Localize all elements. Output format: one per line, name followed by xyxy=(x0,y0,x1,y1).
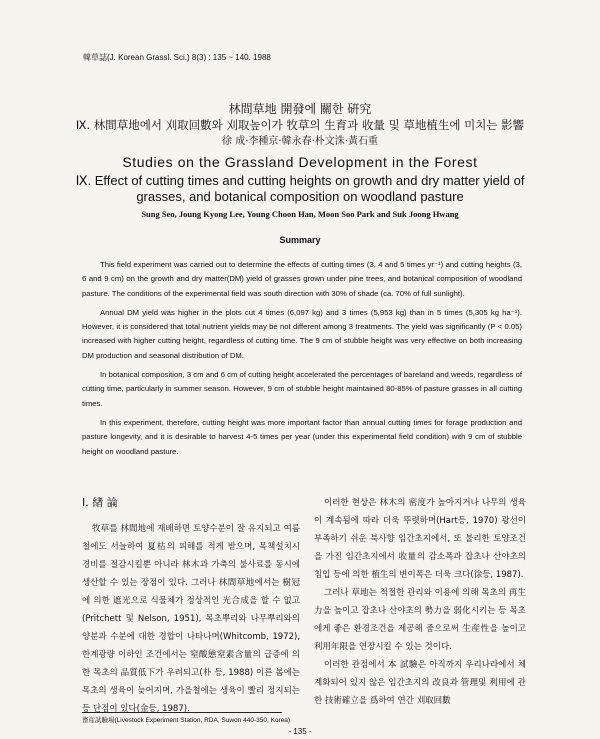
summary-paragraph: In this experiment, therefore, cutting height was more important factor than annual cutting times for forage production and pasture longevity, and it is desirable to harvest 4-5 times per year (under this experimental field condition) with 9 cm of stubble height on woodland pasture. xyxy=(82,417,522,456)
left-column xyxy=(82,520,300,718)
right-column xyxy=(314,494,526,710)
summary-paragraph: Annual DM yield was higher in the plots cut 4 times (6,097 kg) and 3 times (5,953 kg) than in 5 times (5,305 kg ha⁻¹). However, it is considered that total nutrient yields may be not different among 3 treatments. The yield was significantly (P < 0.05) increased with higher cutting height, regardless of cutting time. The 9 cm of stubble height was very effective on both increasing DM production and seasonal distribution of DM. xyxy=(82,307,522,360)
footnote-divider xyxy=(82,712,282,713)
summary-paragraph: This field experiment was carried out to determine the effects of cutting times (3, 4 and 5 times yr⁻¹) and cutting heights (3, 6 and 9 cm) on the growth and dry matter(DM) yield of grasses grown under pine trees, and botanical composition of woodland pasture. The conditions of the experimental field was south direction with 30% of shade (ca. 70% of full sunlight). xyxy=(82,260,522,298)
summary-paragraph: In botanical composition, 3 cm and 6 cm of cutting height accelerated the percentages of bareland and weeds, regardless of cutting time, particularly in summer season. However, 9 cm of stubble height maintained 80-85% of pasture grasses in all cutting times. xyxy=(82,370,522,408)
summary-body xyxy=(82,258,522,464)
english-title-main: Studies on the Grassland Development in the Forest xyxy=(122,154,478,170)
body-paragraph: 牧草를 林間地에 재배하면 토양수분이 잘 유지되고 여름철에도 서늘하여 夏枯의 피해를 적게 받으며, 목책설치시 경비를 절감시킬뿐 아니라 林木과 가축의 불사료를 동시에 생산할 수 있는 장점이 있다. 그러나 林間草地에서는 樹冠에 의한 遮光으로 식물체가 정상적인 光合成을 할 수 없고(Pritchett 및 Nelson, 1951), 목초뿌리와 나무뿌리와의 양분과 수분에 대한 경합이 나타나며(Whitcomb, 1972), 한계광량 이하인 조건에서는 窒酸態窒素含量의 급증에 의한 목초의 品質低下가 우려되고(朴 등, 1988) 이른 봄에는 목초의 생육이 늦어지며, 가을철에는 생육이 빨리 정지되는 등 단점이 있다(金등, 1987). xyxy=(82,524,300,714)
korean-title-main: 林間草地 開發에 關한 硏究 xyxy=(228,102,372,116)
page-number: - 135 - xyxy=(288,727,312,736)
english-title-subtitle-line2: grasses, and botanical composition on woodland pasture xyxy=(136,189,464,204)
affiliation-footnote: 畜産試驗場(Livestock Experiment Station, RDA, Suwon 440-350, Korea) xyxy=(82,717,291,724)
english-title-subtitle-line1: Ⅸ. Effect of cutting times and cutting heights on growth and dry matter yield of xyxy=(75,173,525,188)
journal-citation: 韓草誌(J. Korean Grassl. Sci.) 8(3) : 135 ~ 140. 1988 xyxy=(83,53,271,62)
english-authors: Sung Seo, Joung Kyong Lee, Young Choon Han, Moon Soo Park and Suk Joong Hwang xyxy=(141,209,459,219)
korean-title-subtitle: Ⅸ. 林間草地에서 刈取回數와 刈取높이가 牧草의 生育과 收量 및 草地植生에 미치는 影響 xyxy=(75,118,525,132)
body-paragraph: 이러한 현상은 林木의 密度가 높아지거나 나무의 생육이 계속됨에 따라 더욱 뚜렷하며(Hart등, 1970) 광선이 부족하기 쉬운 북사향 임간초지에서, 또 불리한 토양조건을 가진 임간초지에서 收量의 감소폭과 잡초나 산야초의 침입 등에 의한 植生의 변이폭은 더욱 크다(徐등, 1987). xyxy=(314,498,526,580)
korean-authors: 徐 成·李種京·韓永春·朴文洙·黃石重 xyxy=(222,136,378,147)
body-paragraph: 이러한 관점에서 本 試驗은 아직까지 우리나라에서 체계화되어 있지 않은 임간초지의 改良과 管理및 利用에 관한 技術確立을 爲하여 연간 刈取回數 xyxy=(314,660,526,706)
body-paragraph: 그러나 草地는 적절한 관리와 이용에 의해 목초의 再生力을 높이고 잡초나 산야초의 勢力을 弱化시키는 등 목초에게 좋은 환경조건을 제공해 줌으로써 生産性을 높이고 利用年限을 연장시킬 수 있는 것이다. xyxy=(314,588,526,652)
section-heading-introduction: Ⅰ. 緖 論 xyxy=(82,496,118,509)
summary-heading: Summary xyxy=(279,235,321,245)
